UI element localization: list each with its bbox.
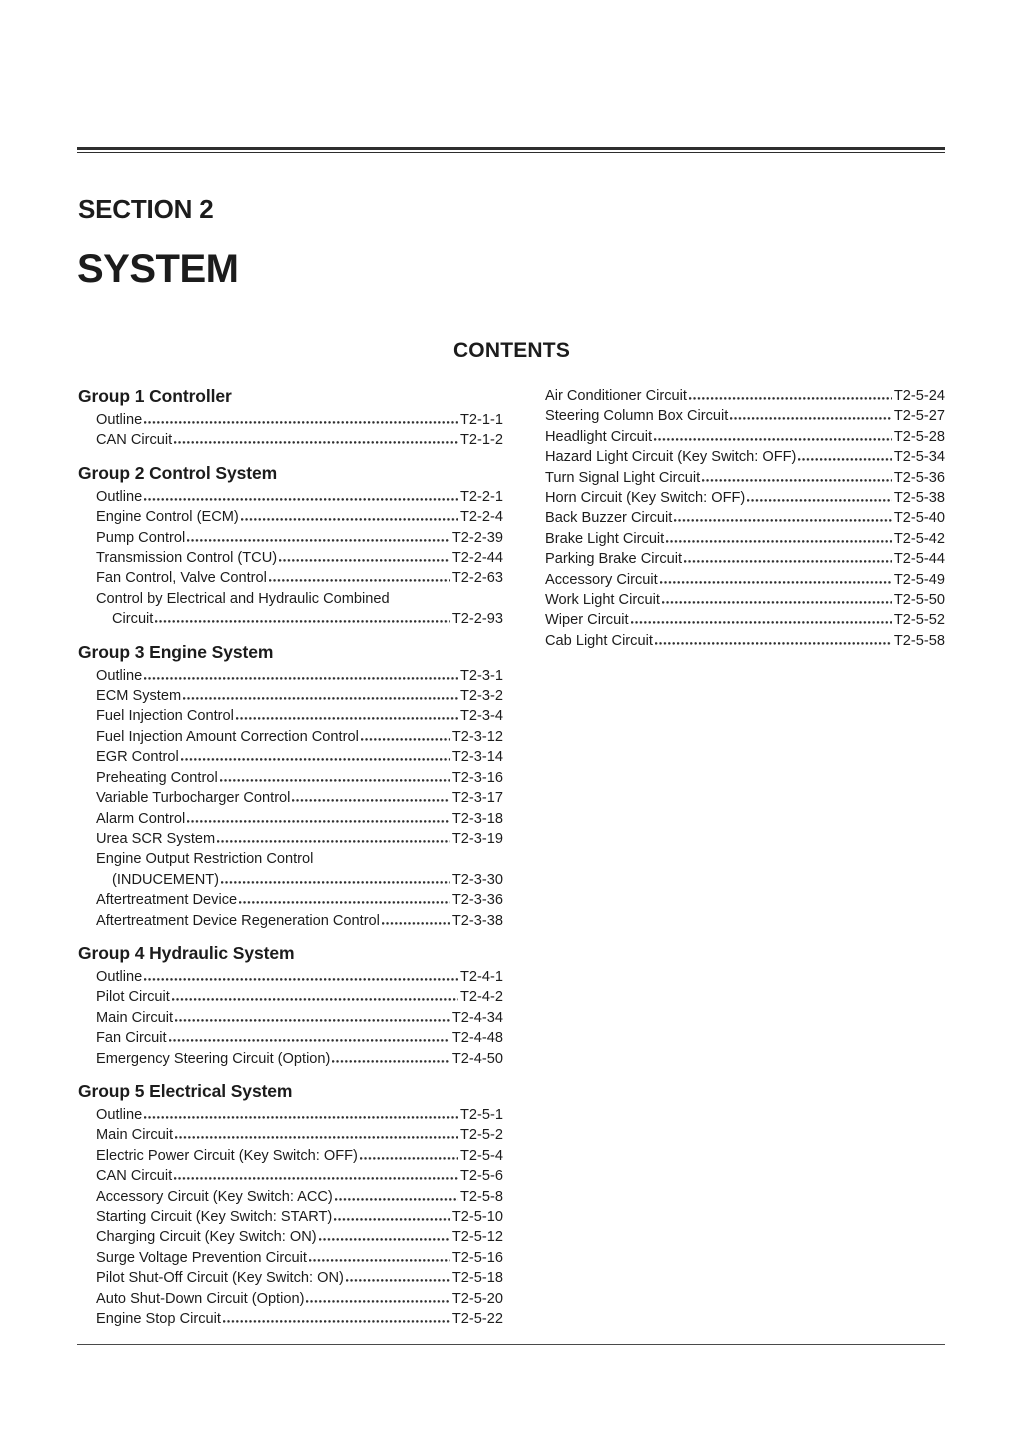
toc-entry-row [96, 706, 503, 726]
dot-leader [172, 997, 458, 1001]
toc-entry-row [96, 609, 503, 629]
toc-entry-title: Fuel Injection Amount Correction Control [96, 728, 359, 745]
toc-entry-page: T2-3-19 [451, 830, 503, 847]
toc-entry-page: T2-5-27 [893, 408, 945, 425]
toc-entry-title: Aftertreatment Device Regeneration Control [96, 912, 380, 929]
toc-entry-row [96, 890, 503, 910]
toc-entry [78, 589, 503, 630]
dot-leader [169, 1038, 450, 1042]
toc-entry-title: Outline [96, 488, 143, 505]
toc-entry-row [545, 631, 945, 651]
toc-entry-row [96, 1268, 503, 1288]
toc-entry-page: T2-3-16 [451, 769, 503, 786]
toc-entry-row [545, 488, 945, 508]
toc-entry-page: T2-3-17 [451, 790, 503, 807]
toc-entry-title: Charging Circuit (Key Switch: ON) [96, 1229, 317, 1246]
toc-entry [545, 406, 945, 426]
toc-entry [545, 610, 945, 630]
toc-entry-title: Wiper Circuit [545, 612, 629, 629]
toc-entry-page: T2-5-42 [893, 530, 945, 547]
toc-entry-page: T2-5-38 [893, 490, 945, 507]
toc-entry-title: Engine Control (ECM) [96, 509, 239, 526]
dot-leader [183, 696, 458, 700]
toc-entry-page: T2-5-50 [893, 592, 945, 609]
dot-leader [654, 437, 892, 441]
toc-entry [78, 1166, 503, 1186]
toc-entry-title: Transmission Control (TCU) [96, 550, 278, 567]
toc-entry-title: CAN Circuit [96, 432, 173, 449]
toc-entry-page: T2-3-18 [451, 810, 503, 827]
dot-leader [332, 1059, 449, 1063]
toc-entry [78, 1187, 503, 1207]
toc-entry-wrap-line: Engine Output Restriction Control [96, 851, 314, 868]
toc-entry-page: T2-4-34 [451, 1009, 503, 1026]
group-heading: Group 5 Electrical System [78, 1080, 293, 1101]
toc-entry [78, 430, 503, 450]
toc-group [78, 642, 503, 931]
dot-leader [220, 778, 450, 782]
toc-entry-title: Electric Power Circuit (Key Switch: OFF) [96, 1147, 358, 1164]
toc-entry-page: T2-5-4 [460, 1147, 503, 1164]
toc-column-left [78, 386, 503, 1329]
dot-leader [361, 737, 450, 741]
toc-entry-page: T2-5-16 [451, 1249, 503, 1266]
toc-entry-page: T2-5-49 [893, 571, 945, 588]
toc-entry [78, 568, 503, 588]
toc-entry-row [96, 1028, 503, 1048]
toc-entry-row [96, 987, 503, 1007]
toc-entry-title: Main Circuit [96, 1127, 174, 1144]
toc-entry [78, 727, 503, 747]
toc-entry-page: T2-1-1 [460, 412, 503, 428]
toc-entry-page: T2-5-12 [451, 1229, 503, 1246]
toc-entry-title: Back Buzzer Circuit [545, 510, 673, 527]
toc-entry-title: Main Circuit [96, 1009, 174, 1026]
toc-entry-page: T2-5-8 [460, 1188, 503, 1205]
toc-entry [78, 768, 503, 788]
dot-leader [655, 641, 892, 645]
toc-columns [78, 386, 945, 1329]
toc-entry-page: T2-5-40 [893, 510, 945, 527]
dot-leader [144, 1115, 458, 1119]
toc-entry-title: Alarm Control [96, 810, 186, 827]
toc-group [78, 386, 503, 451]
dot-leader [174, 1176, 458, 1180]
toc-entry-row [96, 1049, 503, 1069]
toc-entry-row [96, 727, 503, 747]
dot-leader [702, 478, 892, 482]
toc-entry-row [96, 528, 503, 548]
toc-entry [78, 911, 503, 931]
toc-entry-row [96, 430, 503, 450]
toc-entry-page: T2-5-10 [451, 1209, 503, 1225]
toc-entry-row [96, 410, 503, 430]
toc-entry-row [545, 468, 945, 488]
dot-leader [662, 600, 892, 604]
dot-leader [241, 517, 458, 521]
toc-entry-wrap-line: Control by Electrical and Hydraulic Combined [96, 590, 390, 607]
dot-leader [144, 420, 458, 424]
toc-entry-row [96, 1008, 503, 1028]
toc-entry-row [96, 1187, 503, 1207]
toc-entry-row [545, 570, 945, 590]
toc-entry-page: T2-5-34 [893, 449, 945, 466]
dot-leader [382, 921, 450, 925]
toc-entry-title: Horn Circuit (Key Switch: OFF) [545, 490, 746, 507]
dot-leader [155, 619, 450, 623]
toc-entry-row [96, 911, 503, 931]
toc-entry-title: Accessory Circuit [545, 571, 658, 588]
toc-entry-row [96, 1105, 503, 1125]
toc-entry-page: T2-1-2 [460, 432, 503, 449]
toc-entry-row [96, 1207, 503, 1227]
toc-entry [78, 987, 503, 1007]
toc-entry-page: T2-2-93 [451, 611, 503, 628]
dot-leader [175, 1135, 458, 1139]
toc-entry [545, 447, 945, 467]
dot-leader [221, 880, 450, 884]
dot-leader [187, 819, 450, 823]
toc-entry-title: Pump Control [96, 529, 186, 546]
toc-entry [78, 788, 503, 808]
toc-entry-page: T2-3-2 [460, 688, 503, 705]
toc-column-right [545, 386, 945, 651]
group-heading: Group 4 Hydraulic System [78, 942, 295, 963]
toc-entry [78, 686, 503, 706]
toc-entry [545, 590, 945, 610]
dot-leader [144, 977, 458, 981]
toc-entry [78, 666, 503, 686]
dot-leader [217, 839, 450, 843]
dot-leader [660, 580, 892, 584]
toc-entry [78, 410, 503, 430]
toc-entry-title: Cab Light Circuit [545, 632, 653, 649]
dot-leader [181, 757, 450, 761]
dot-leader [144, 497, 458, 501]
toc-entry-title: Headlight Circuit [545, 428, 653, 445]
toc-entry-title: EGR Control [96, 749, 179, 766]
toc-entry-row [545, 508, 945, 528]
header-double-rule [77, 147, 945, 153]
toc-entry-row [545, 406, 945, 426]
toc-entry-row [96, 829, 503, 849]
toc-entry [545, 631, 945, 651]
dot-leader [689, 396, 892, 400]
toc-entry [78, 487, 503, 507]
dot-leader [360, 1156, 458, 1160]
toc-entry-page: T2-3-4 [460, 708, 503, 725]
dot-leader [335, 1197, 458, 1201]
toc-entry-title: Parking Brake Circuit [545, 551, 683, 568]
toc-entry [78, 507, 503, 527]
toc-entry-row [96, 809, 503, 829]
toc-entry [78, 809, 503, 829]
toc-entry-row [545, 386, 945, 406]
toc-entry-row [545, 610, 945, 630]
dot-leader [292, 798, 449, 802]
toc-entry-title: Pilot Shut-Off Circuit (Key Switch: ON) [96, 1270, 344, 1287]
toc-entry-page: T2-3-30 [451, 871, 503, 888]
dot-leader [747, 498, 892, 502]
toc-entry [545, 549, 945, 569]
toc-entry-row [96, 768, 503, 788]
group-heading: Group 1 Controller [78, 386, 232, 406]
toc-entry-title: Fan Circuit [96, 1030, 167, 1047]
toc-entry-row [96, 747, 503, 767]
toc-entry-title: Accessory Circuit (Key Switch: ACC) [96, 1188, 333, 1205]
toc-entry-row [545, 447, 945, 467]
toc-entry-row [96, 967, 503, 987]
toc-entry [78, 1049, 503, 1069]
toc-group [545, 386, 945, 651]
toc-entry-page: T2-4-2 [460, 989, 503, 1006]
dot-leader [319, 1237, 450, 1241]
toc-entry [545, 427, 945, 447]
toc-entry-page: T2-2-4 [460, 509, 503, 526]
toc-entry-page: T2-4-48 [451, 1030, 503, 1047]
toc-entry-page: T2-5-6 [460, 1168, 503, 1185]
toc-entry-page: T2-5-52 [893, 612, 945, 629]
toc-entry-page: T2-2-1 [460, 488, 503, 505]
dot-leader [236, 716, 458, 720]
toc-entry [545, 386, 945, 406]
toc-entry-row [96, 487, 503, 507]
toc-entry-row [545, 549, 945, 569]
toc-entry-page: T2-2-44 [451, 550, 503, 567]
toc-entry-row [96, 870, 503, 890]
toc-entry-title: Fuel Injection Control [96, 708, 234, 725]
toc-entry [78, 1146, 503, 1166]
dot-leader [334, 1217, 450, 1221]
section-label: SECTION 2 [78, 194, 214, 224]
toc-entry-row [96, 686, 503, 706]
toc-entry-title: Aftertreatment Device [96, 892, 238, 909]
toc-entry [78, 1268, 503, 1288]
toc-entry-title: Circuit [112, 611, 154, 628]
toc-entry [78, 1289, 503, 1309]
toc-entry-page: T2-2-63 [451, 570, 503, 587]
toc-entry-title: Auto Shut-Down Circuit (Option) [96, 1290, 305, 1307]
toc-entry-page: T2-3-36 [451, 892, 503, 909]
toc-entry-page: T2-5-58 [893, 632, 945, 649]
toc-entry-row [545, 529, 945, 549]
toc-entry-title: Engine Stop Circuit [96, 1311, 221, 1328]
toc-entry [78, 1248, 503, 1268]
toc-entry [545, 570, 945, 590]
toc-entry [78, 1309, 503, 1329]
toc-entry-title: Outline [96, 1106, 143, 1123]
toc-entry-title: Outline [96, 667, 143, 684]
toc-entry [78, 849, 503, 890]
toc-entry [545, 488, 945, 508]
toc-entry [78, 890, 503, 910]
toc-entry [78, 1105, 503, 1125]
toc-entry-title: Preheating Control [96, 769, 218, 786]
toc-entry-title: Work Light Circuit [545, 592, 660, 609]
toc-entry [545, 468, 945, 488]
toc-entry-title: Hazard Light Circuit (Key Switch: OFF) [545, 449, 797, 466]
toc-entry-title: (INDUCEMENT) [112, 871, 220, 888]
toc-entry-title: Surge Voltage Prevention Circuit [96, 1249, 307, 1266]
toc-entry-page: T2-5-1 [460, 1106, 503, 1123]
toc-group [78, 463, 503, 630]
toc-entry-row [96, 1289, 503, 1309]
toc-group [78, 943, 503, 1069]
dot-leader [346, 1278, 450, 1282]
toc-entry-title: Variable Turbocharger Control [96, 790, 291, 807]
dot-leader [666, 539, 892, 543]
toc-entry-page: T2-3-12 [451, 728, 503, 745]
toc-entry [78, 829, 503, 849]
toc-group [78, 1081, 503, 1329]
toc-entry-title: Air Conditioner Circuit [545, 388, 687, 404]
toc-entry-title: Outline [96, 412, 143, 428]
dot-leader [187, 538, 450, 542]
toc-entry-title: ECM System [96, 688, 182, 705]
toc-entry-row [96, 1125, 503, 1145]
toc-entry-page: T2-5-36 [893, 469, 945, 486]
toc-entry-page: T2-5-2 [460, 1127, 503, 1144]
toc-entry-row [96, 788, 503, 808]
toc-entry-title: CAN Circuit [96, 1168, 173, 1185]
toc-entry-page: T2-5-24 [893, 388, 945, 404]
contents-heading: CONTENTS [452, 339, 571, 362]
dot-leader [684, 559, 892, 563]
toc-entry-page: T2-3-1 [460, 667, 503, 684]
toc-entry-row [96, 507, 503, 527]
dot-leader [239, 900, 450, 904]
dot-leader [309, 1258, 450, 1262]
dot-leader [279, 558, 450, 562]
toc-entry-row [96, 568, 503, 588]
toc-entry [78, 747, 503, 767]
dot-leader [730, 416, 892, 420]
toc-entry [78, 1028, 503, 1048]
toc-entry [78, 1125, 503, 1145]
toc-entry-page: T2-2-39 [451, 529, 503, 546]
toc-entry [545, 529, 945, 549]
toc-entry-row [96, 666, 503, 686]
toc-entry [78, 967, 503, 987]
footer-rule [77, 1344, 945, 1345]
dot-leader [269, 578, 450, 582]
toc-entry-row [96, 1146, 503, 1166]
toc-entry-title: Steering Column Box Circuit [545, 408, 729, 425]
dot-leader [631, 620, 892, 624]
toc-entry [78, 528, 503, 548]
toc-entry-row [96, 548, 503, 568]
toc-entry-page: T2-3-14 [451, 749, 503, 766]
toc-entry [78, 1008, 503, 1028]
toc-entry-page: T2-5-44 [893, 551, 945, 568]
toc-entry-title: Fan Control, Valve Control [96, 570, 267, 587]
toc-entry [545, 508, 945, 528]
dot-leader [144, 676, 458, 680]
toc-entry-row [545, 590, 945, 610]
toc-entry-title: Brake Light Circuit [545, 530, 665, 547]
toc-entry-page: T2-5-20 [451, 1290, 503, 1307]
toc-entry-page: T2-4-1 [460, 968, 503, 985]
toc-entry-title: Starting Circuit (Key Switch: START) [96, 1209, 333, 1225]
group-heading: Group 2 Control System [78, 462, 278, 483]
dot-leader [175, 1018, 450, 1022]
toc-entry [78, 1207, 503, 1227]
toc-entry-row [96, 1227, 503, 1247]
dot-leader [223, 1319, 450, 1323]
dot-leader [674, 518, 892, 522]
dot-leader [174, 440, 458, 444]
toc-entry [78, 548, 503, 568]
toc-entry-row [96, 1309, 503, 1329]
toc-entry-row [96, 1248, 503, 1268]
toc-entry-title: Pilot Circuit [96, 989, 170, 1006]
toc-entry-title: Emergency Steering Circuit (Option) [96, 1050, 331, 1067]
toc-entry-page: T2-5-18 [451, 1270, 503, 1287]
group-heading: Group 3 Engine System [78, 641, 274, 662]
toc-entry-page: T2-5-28 [893, 428, 945, 445]
toc-entry-row [96, 1166, 503, 1186]
toc-entry-title: Outline [96, 968, 143, 985]
page-title: SYSTEM [77, 247, 239, 291]
toc-entry-page: T2-4-50 [451, 1050, 503, 1067]
toc-entry-title: Turn Signal Light Circuit [545, 469, 701, 486]
dot-leader [306, 1299, 449, 1303]
toc-entry-page: T2-5-22 [451, 1311, 503, 1328]
dot-leader [798, 457, 891, 461]
toc-entry [78, 1227, 503, 1247]
toc-entry-page: T2-3-38 [451, 912, 503, 929]
toc-entry-row [545, 427, 945, 447]
toc-entry-title: Urea SCR System [96, 830, 216, 847]
toc-entry [78, 706, 503, 726]
